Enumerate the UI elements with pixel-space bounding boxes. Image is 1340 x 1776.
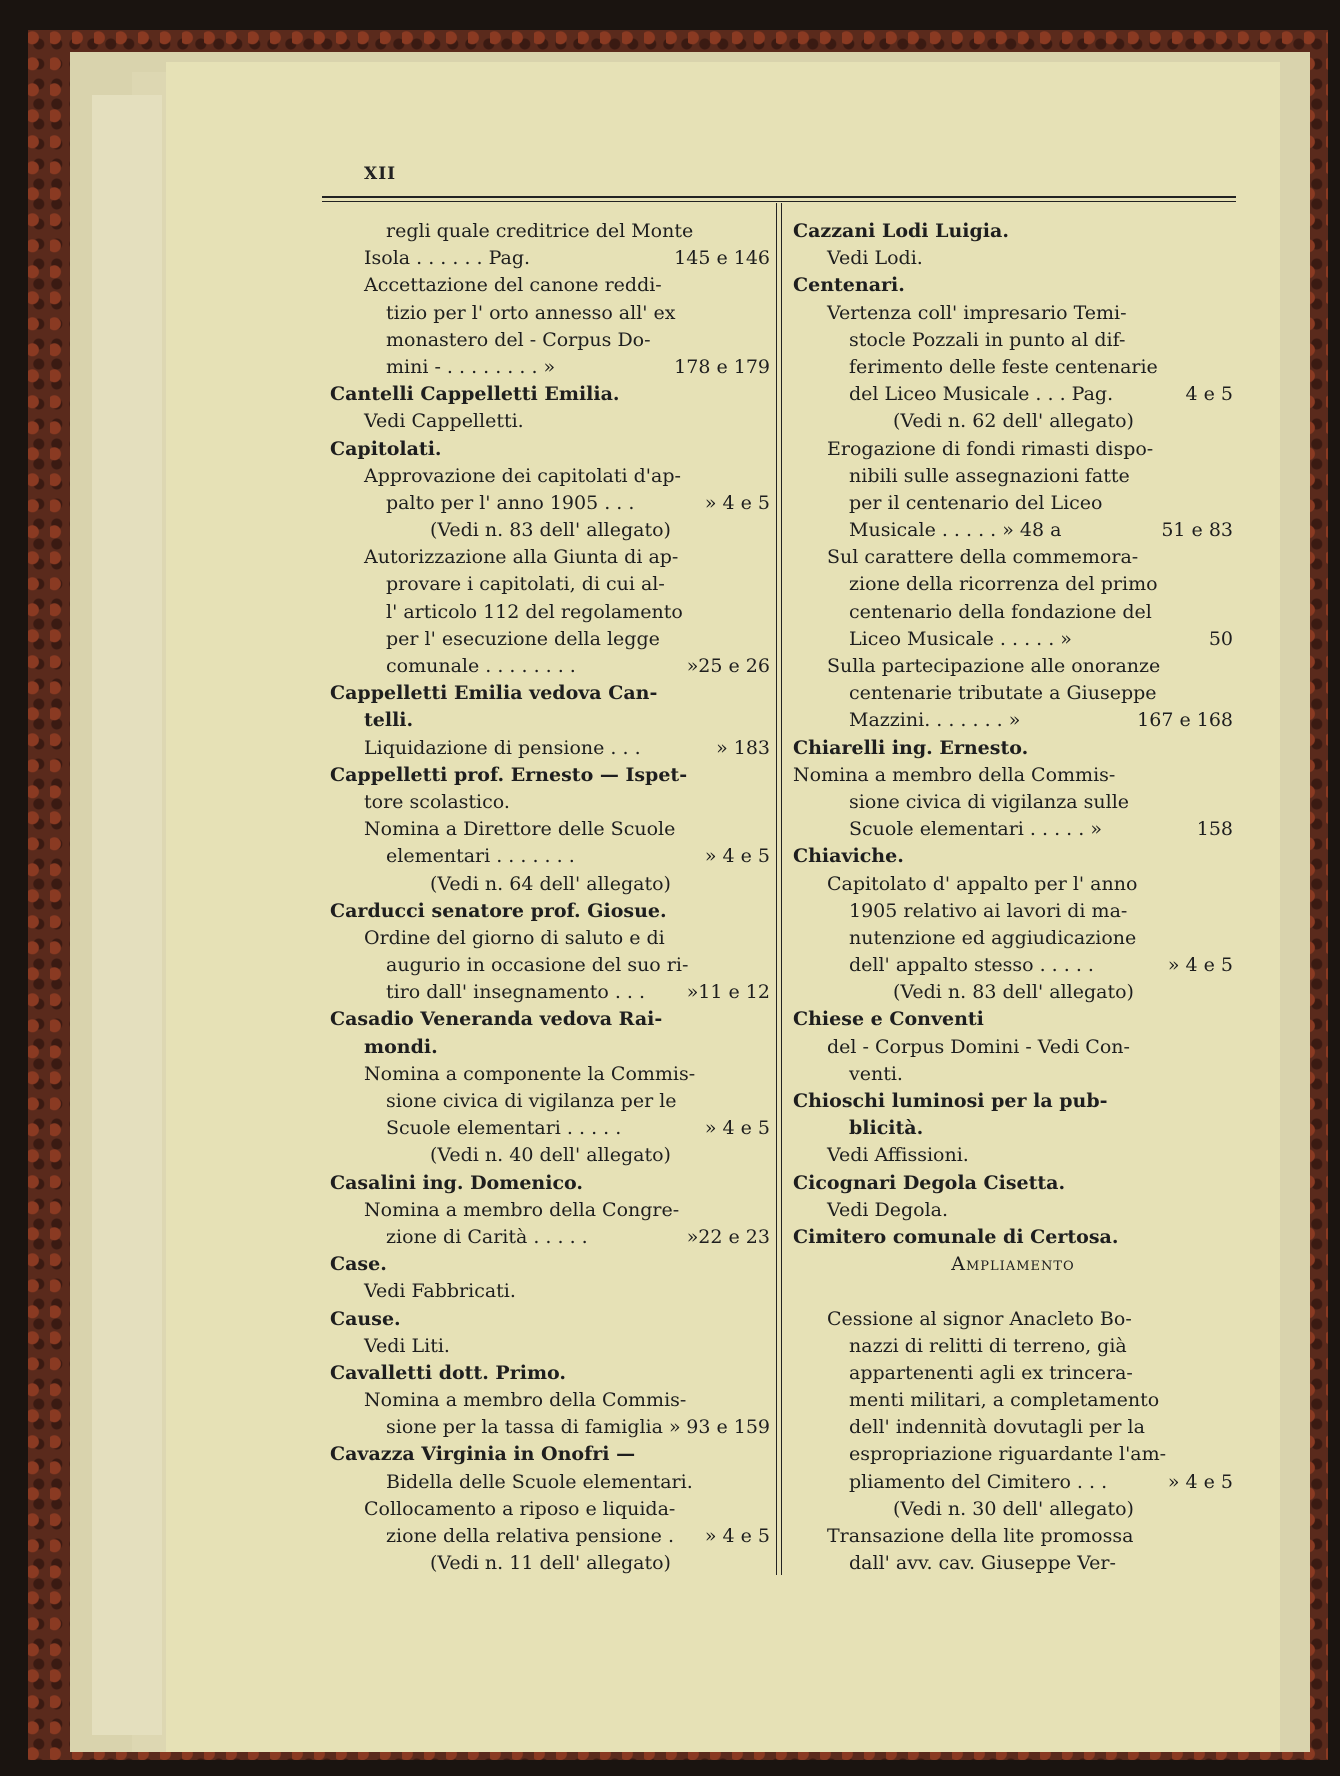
index-line: [793, 517, 1233, 544]
index-text: Bidella delle Scuole elementari.: [386, 1470, 693, 1493]
index-text: elementari . . . . . . .: [386, 845, 575, 868]
index-text: (Vedi n. 83 dell' allegato): [893, 981, 1134, 1004]
index-line: [793, 626, 1233, 653]
index-line: [793, 952, 1233, 979]
index-line: [793, 680, 1233, 707]
index-text: appartenenti agli ex trincera-: [849, 1361, 1133, 1384]
index-line: [330, 1088, 770, 1115]
index-line: [793, 1224, 1233, 1251]
index-line: [793, 871, 1233, 898]
index-text: tiro dall' insegnamento . . .: [386, 981, 646, 1004]
index-text: (Vedi n. 11 dell' allegato): [430, 1552, 671, 1575]
page-ref: 145 e 146: [674, 247, 770, 270]
index-line: [793, 327, 1233, 354]
index-text: Carducci senatore prof. Giosue.: [330, 899, 667, 922]
page-ref: » 4 e 5: [1167, 954, 1233, 977]
page-ref: 50: [1208, 627, 1233, 650]
index-text: Vedi Liti.: [364, 1334, 450, 1357]
index-text: ferimento delle feste centenarie: [849, 355, 1158, 378]
index-line: [330, 979, 770, 1006]
index-text: zione della relativa pensione .: [386, 1525, 674, 1547]
index-text: Nomina a Direttore delle Scuole: [364, 818, 676, 841]
index-text: zione della ricorrenza del primo: [849, 573, 1158, 596]
index-line: [793, 1496, 1233, 1523]
index-text: sione civica di vigilanza sulle: [849, 790, 1130, 813]
index-line: [793, 218, 1233, 245]
index-text: Cappelletti Emilia vedova Can-: [330, 682, 658, 705]
page-ref: » 4 e 5: [704, 1525, 770, 1547]
index-line: [330, 1251, 770, 1278]
index-line: [330, 1550, 770, 1577]
index-line: [330, 218, 770, 245]
index-text: telli.: [364, 709, 414, 732]
index-line: [793, 354, 1233, 381]
index-line: [793, 816, 1233, 843]
page-ref: » 4 e 5: [704, 491, 770, 514]
index-line: [793, 925, 1233, 952]
index-line: [330, 463, 770, 490]
index-text: Nomina a membro della Commis-: [793, 763, 1116, 786]
column-divider: [781, 203, 782, 1575]
index-text: nutenzione ed aggiudicazione: [849, 926, 1137, 949]
index-text: comunale . . . . . . . .: [386, 655, 576, 677]
index-line: [793, 1333, 1233, 1360]
index-text: Vedi Degola.: [827, 1198, 949, 1221]
index-line: [330, 1061, 770, 1088]
page-ref: 167 e 168: [1137, 709, 1233, 732]
index-text: del - Corpus Domini - Vedi Con-: [827, 1035, 1130, 1058]
index-text: mini - . . . . . . . . »: [386, 355, 556, 378]
index-text: provare i capitolati, di cui al-: [386, 573, 665, 596]
page-number: XII: [364, 164, 397, 184]
page-ref: » 4 e 5: [704, 845, 770, 868]
index-text: Liceo Musicale . . . . . »: [849, 627, 1072, 650]
page-ref: 93 e 159: [686, 1416, 770, 1439]
page-ref: » 4 e 5: [704, 1117, 770, 1140]
index-text: Sul carattere della commemora-: [827, 546, 1139, 569]
index-text: l' articolo 112 del regolamento: [386, 600, 683, 623]
index-line: [330, 653, 770, 680]
index-line: [330, 354, 770, 381]
index-text: stocle Pozzali in punto al dif-: [849, 328, 1126, 351]
index-line: [793, 544, 1233, 571]
index-line: [330, 1224, 770, 1251]
index-text: Autorizzazione alla Giunta di ap-: [364, 546, 679, 569]
index-text: tore scolastico.: [364, 790, 510, 813]
index-line: [793, 490, 1233, 517]
index-line: [793, 1088, 1233, 1115]
index-line: [330, 1278, 770, 1305]
index-line: [330, 1441, 770, 1468]
index-line: [330, 1387, 770, 1414]
header-rule: [322, 196, 1236, 198]
index-text: Chiaviche.: [793, 845, 904, 868]
index-line: [793, 1278, 1233, 1305]
page-ref: 178 e 179: [674, 355, 770, 378]
index-line: [330, 843, 770, 870]
index-text: (Vedi n. 64 dell' allegato): [430, 872, 671, 895]
index-text: Mazzini. . . . . . . »: [849, 709, 1021, 732]
index-text: nazzi di relitti di terreno, già: [849, 1334, 1127, 1357]
index-text: Scuole elementari . . . . .: [386, 1117, 622, 1140]
index-line: [793, 1197, 1233, 1224]
index-line: [330, 707, 770, 734]
index-text: Vedi Fabbricati.: [364, 1280, 516, 1303]
index-text: Vedi Lodi.: [827, 247, 923, 270]
page-ref: »11 e 12: [686, 981, 770, 1004]
index-line: [793, 1550, 1233, 1577]
index-text: (Vedi n. 40 dell' allegato): [430, 1144, 671, 1167]
index-text: menti militari, a completamento: [849, 1389, 1160, 1412]
index-line: [793, 381, 1233, 408]
index-line: [793, 300, 1233, 327]
index-text: nibili sulle assegnazioni fatte: [849, 464, 1130, 487]
index-text: (Vedi n. 30 dell' allegato): [893, 1497, 1134, 1520]
page-ref: 51 e 83: [1161, 519, 1233, 542]
index-line: [330, 408, 770, 435]
page-edge: [92, 95, 162, 1735]
index-text: Vedi Cappelletti.: [364, 410, 524, 433]
index-text: Cause.: [330, 1307, 401, 1330]
index-text: Cappelletti prof. Ernesto — Ispet-: [330, 763, 688, 786]
index-line: [330, 762, 770, 789]
index-line: [330, 680, 770, 707]
index-line: [330, 1414, 770, 1441]
index-line: [793, 1306, 1233, 1333]
index-line: [330, 952, 770, 979]
index-line: [330, 544, 770, 571]
index-text: centenarie tributate a Giuseppe: [849, 682, 1157, 705]
index-line: [793, 979, 1233, 1006]
index-text: Erogazione di fondi rimasti dispo-: [827, 437, 1154, 460]
page-ref: »22 e 23: [686, 1225, 770, 1248]
index-line: [330, 517, 770, 544]
index-text: mondi.: [364, 1035, 438, 1058]
index-text: del Liceo Musicale . . . Pag.: [849, 383, 1114, 406]
index-text: Cantelli Cappelletti Emilia.: [330, 383, 620, 406]
index-line: [330, 272, 770, 299]
index-text: Casalini ing. Domenico.: [330, 1171, 583, 1194]
index-line: [330, 816, 770, 843]
index-line: [330, 1034, 770, 1061]
index-line: [793, 1006, 1233, 1033]
index-line: [793, 408, 1233, 435]
index-text: Approvazione dei capitolati d'ap-: [364, 464, 681, 487]
index-line: [793, 1360, 1233, 1387]
header-rule: [322, 201, 1236, 202]
index-line: [330, 1360, 770, 1387]
column-divider: [776, 203, 777, 1575]
index-text: Nomina a membro della Commis-: [364, 1389, 687, 1412]
index-text: Cessione al signor Anacleto Bo-: [827, 1307, 1132, 1330]
index-line: [330, 1170, 770, 1197]
index-line: [330, 571, 770, 598]
index-line: [793, 1414, 1233, 1441]
index-line: [793, 843, 1233, 870]
index-line: [793, 1115, 1233, 1142]
index-line: [330, 381, 770, 408]
index-text: Vertenza coll' impresario Temi-: [827, 301, 1127, 324]
index-text: Sulla partecipazione alle onoranze: [827, 655, 1161, 677]
index-text: Nomina a componente la Commis-: [364, 1062, 696, 1085]
index-line: [330, 436, 770, 463]
index-line: [793, 1170, 1233, 1197]
index-line: [330, 1197, 770, 1224]
index-text: monastero del - Corpus Do-: [386, 328, 651, 351]
index-line: [793, 789, 1233, 816]
index-line: [793, 599, 1233, 626]
index-line: [330, 789, 770, 816]
index-text: Musicale . . . . . » 48 a: [849, 519, 1062, 542]
index-text: Isola . . . . . . Pag.: [364, 247, 531, 270]
index-text: regli quale creditrice del Monte: [386, 220, 694, 242]
page-ref: » 183: [716, 736, 770, 759]
index-line: [330, 490, 770, 517]
index-line: [793, 571, 1233, 598]
index-line: [330, 1306, 770, 1333]
index-text: sione per la tassa di famiglia »: [386, 1416, 681, 1439]
page-ref: 158: [1196, 818, 1233, 841]
index-text: blicità.: [849, 1117, 924, 1140]
index-text: dall' avv. cav. Giuseppe Ver-: [849, 1552, 1116, 1575]
index-text: dell' appalto stesso . . . . .: [849, 954, 1094, 977]
index-line: [330, 626, 770, 653]
index-line: [793, 1469, 1233, 1496]
index-text: per il centenario del Liceo: [849, 491, 1103, 514]
index-text: Cazzani Lodi Luigia.: [793, 220, 1009, 242]
left-column: [330, 218, 770, 1577]
index-line: [793, 1251, 1233, 1278]
index-text: dell' indennità dovutagli per la: [849, 1416, 1145, 1439]
index-line: [793, 1441, 1233, 1468]
index-text: Chiarelli ing. Ernesto.: [793, 736, 1029, 759]
index-text: Cavalletti dott. Primo.: [330, 1361, 567, 1384]
index-line: [330, 1333, 770, 1360]
index-text: augurio in occasione del suo ri-: [386, 954, 689, 977]
index-line: [330, 599, 770, 626]
index-text: sione civica di vigilanza per le: [386, 1090, 677, 1112]
index-line: [330, 871, 770, 898]
index-text: Liquidazione di pensione . . .: [364, 736, 641, 759]
index-text: Vedi Affissioni.: [827, 1144, 969, 1167]
index-text: Collocamento a riposo e liquida-: [364, 1497, 676, 1520]
index-text: Transazione della lite promossa: [827, 1525, 1134, 1547]
index-line: [330, 245, 770, 272]
index-text: Chioschi luminosi per la pub-: [793, 1090, 1108, 1112]
index-text: per l' esecuzione della legge: [386, 627, 660, 650]
right-column: [793, 218, 1233, 1577]
index-line: [330, 1496, 770, 1523]
index-text: Casadio Veneranda vedova Rai-: [330, 1008, 663, 1031]
index-line: [793, 735, 1233, 762]
index-text: Nomina a membro della Congre-: [364, 1198, 680, 1221]
index-line: [793, 245, 1233, 272]
index-text: zione di Carità . . . . .: [386, 1225, 588, 1248]
index-line: [793, 762, 1233, 789]
index-line: [793, 272, 1233, 299]
index-line: [793, 1387, 1233, 1414]
index-text: pliamento del Cimitero . . .: [849, 1470, 1108, 1493]
index-text: Chiese e Conventi: [793, 1008, 984, 1031]
index-text: Scuole elementari . . . . . »: [849, 818, 1102, 841]
index-text: 1905 relativo ai lavori di ma-: [849, 899, 1128, 922]
index-line: [793, 1523, 1233, 1550]
page-ref: 4 e 5: [1185, 383, 1233, 406]
index-text: Cicognari Degola Cisetta.: [793, 1171, 1066, 1194]
index-text: Cimitero comunale di Certosa.: [793, 1225, 1119, 1248]
index-line: [330, 1006, 770, 1033]
index-line: [793, 653, 1233, 680]
index-line: [330, 1469, 770, 1496]
index-line: [330, 1523, 770, 1550]
index-text: Ordine del giorno di saluto e di: [364, 926, 665, 949]
index-line: [330, 1142, 770, 1169]
index-line: [330, 925, 770, 952]
index-text: Capitolato d' appalto per l' anno: [827, 872, 1138, 895]
index-text: venti.: [849, 1062, 903, 1085]
index-line: [793, 898, 1233, 925]
index-line: [330, 735, 770, 762]
index-text: centenario della fondazione del: [849, 600, 1152, 623]
index-text: espropriazione riguardante l'am-: [849, 1443, 1167, 1466]
index-text: Accettazione del canone reddi-: [364, 274, 662, 297]
page-ref: » 4 e 5: [1167, 1470, 1233, 1493]
index-line: [330, 300, 770, 327]
index-line: [793, 1034, 1233, 1061]
index-text: Case.: [330, 1253, 387, 1276]
index-text: (Vedi n. 62 dell' allegato): [893, 410, 1134, 433]
index-line: [793, 707, 1233, 734]
index-line: [793, 463, 1233, 490]
index-line: [330, 1115, 770, 1142]
index-line: [793, 1142, 1233, 1169]
index-line: [330, 327, 770, 354]
index-text: palto per l' anno 1905 . . .: [386, 491, 635, 514]
index-line: [793, 1061, 1233, 1088]
index-line: [330, 898, 770, 925]
index-text: Capitolati.: [330, 437, 442, 460]
index-text: Cavazza Virginia in Onofri —: [330, 1443, 636, 1466]
index-text: Ampliamento: [951, 1253, 1075, 1276]
index-text: (Vedi n. 83 dell' allegato): [430, 519, 671, 542]
index-line: [793, 436, 1233, 463]
page-ref: »25 e 26: [686, 655, 770, 677]
index-text: Centenari.: [793, 274, 905, 297]
index-text: tizio per l' orto annesso all' ex: [386, 301, 676, 324]
